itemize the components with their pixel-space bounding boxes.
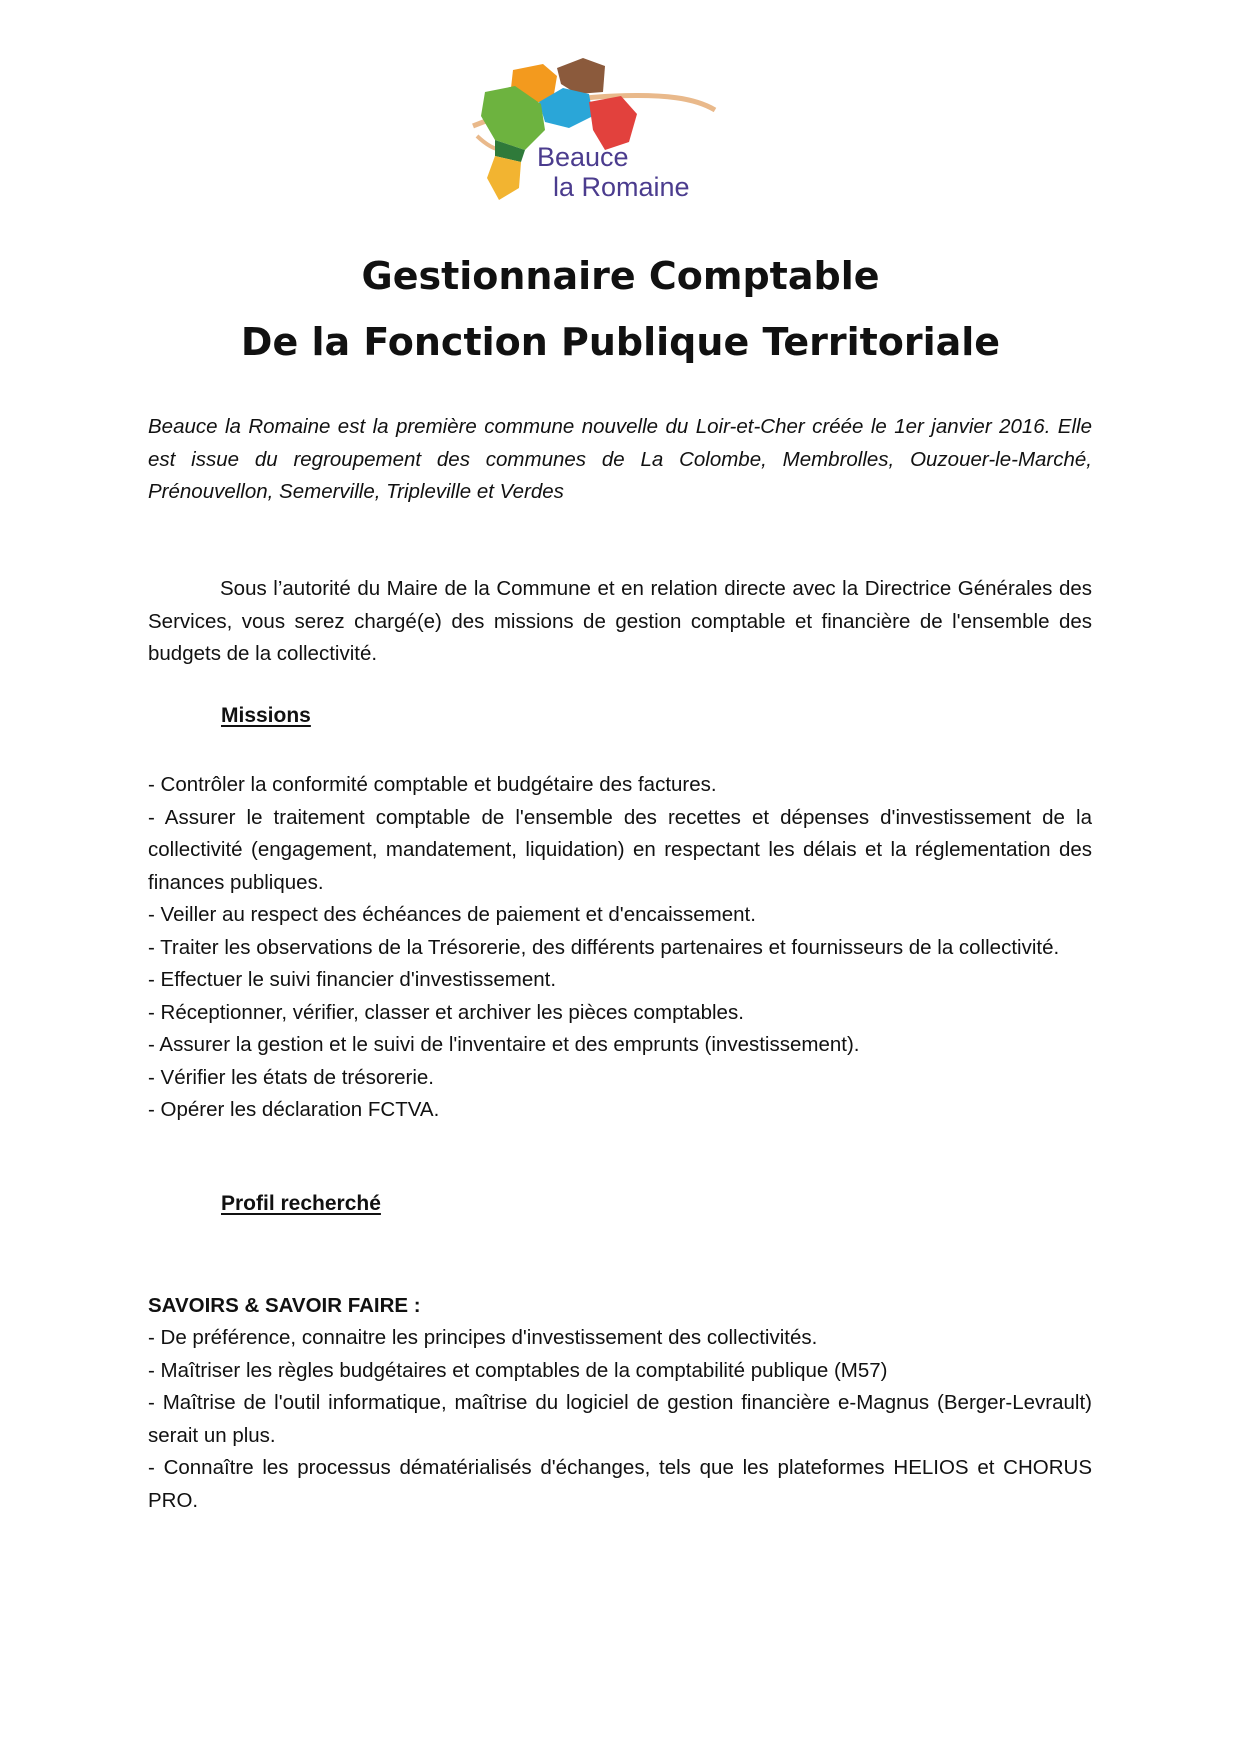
lead-text: Sous l’autorité du Maire de la Commune et en relation directe avec la Directrice Générales des Services, vous serez chargé(e) des missions de gestion comptable et financière de l'ensemble des budgets de la collectivité. xyxy=(148,577,1092,665)
list-item: - Vérifier les états de trésorerie. xyxy=(148,1065,434,1089)
missions-heading: Missions xyxy=(221,704,311,727)
list-item: - De préférence, connaitre les principes d'investissement des collectivités. xyxy=(148,1326,818,1349)
page-title-line2: De la Fonction Publique Territoriale xyxy=(240,320,1001,364)
intro-text: Beauce la Romaine est la première commune nouvelle du Loir-et-Cher créée le 1er janvier 2016. Elle est issue du regroupement des communes de La Colombe, Membrolles, Ouzouer-le-Marché, Prénouvellon, Semerville, Tripleville et Verdes xyxy=(148,415,1092,503)
intro-paragraph xyxy=(148,411,1092,509)
lead-paragraph xyxy=(148,573,1092,671)
list-item: - Contrôler la conformité comptable et budgétaire des factures. xyxy=(148,773,717,796)
list-item: - Maîtrise de l'outil informatique, maîtrise du logiciel de gestion financière e-Magnus (Berger-Levrault) serait un plus. xyxy=(148,1391,1092,1447)
skills-heading: SAVOIRS & SAVOIR FAIRE : xyxy=(148,1294,421,1317)
skills-list xyxy=(148,1322,1092,1517)
page-title-line1: Gestionnaire Comptable xyxy=(361,254,880,298)
list-item: - Effectuer le suivi financier d'investissement. xyxy=(148,968,557,991)
logo-text-line2: la Romaine xyxy=(553,172,690,202)
list-item: - Réceptionner, vérifier, classer et archiver les pièces comptables. xyxy=(148,1000,744,1024)
missions-list xyxy=(148,769,1092,1127)
beauce-la-romaine-logo xyxy=(465,58,725,206)
list-item: - Veiller au respect des échéances de paiement et d'encaissement. xyxy=(148,903,756,926)
list-item: - Maîtriser les règles budgétaires et comptables de la comptabilité publique (M57) xyxy=(148,1358,888,1382)
logo-text-line1: Beauce xyxy=(537,142,629,172)
list-item: - Assurer la gestion et le suivi de l'inventaire et des emprunts (investissement). xyxy=(148,1033,860,1056)
profil-heading: Profil recherché xyxy=(221,1192,381,1215)
list-item: - Connaître les processus dématérialisés d'échanges, tels que les plateformes HELIOS et CHORUS PRO. xyxy=(148,1456,1092,1512)
list-item: - Assurer le traitement comptable de l'ensemble des recettes et dépenses d'investissement de la collectivité (engagement, mandatement, liquidation) en respectant les délais et la réglementation des finances publiques. xyxy=(148,805,1092,894)
logo-graphic xyxy=(465,58,725,206)
logo-region-yellow xyxy=(487,156,521,200)
list-item: - Opérer les déclaration FCTVA. xyxy=(148,1098,440,1121)
list-item: - Traiter les observations de la Trésorerie, des différents partenaires et fournisseurs de la collectivité. xyxy=(148,935,1060,959)
